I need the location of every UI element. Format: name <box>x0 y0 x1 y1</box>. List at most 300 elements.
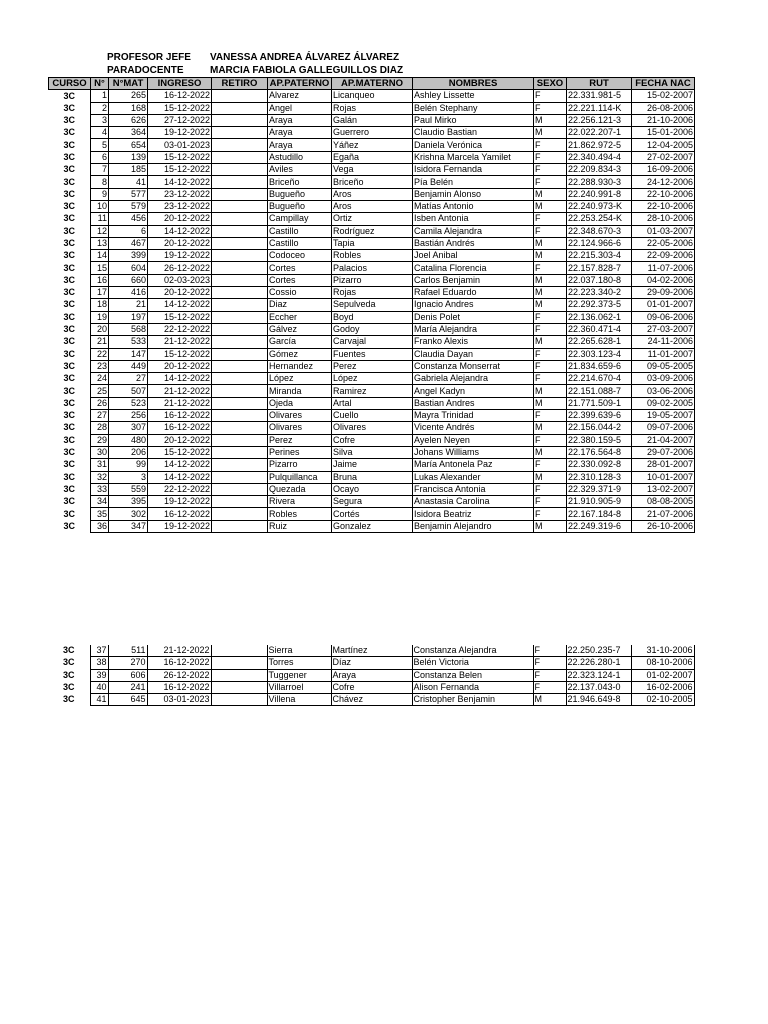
cell-fecha-nac: 04-02-2006 <box>632 274 695 286</box>
cell-ap-materno: Cortés <box>332 508 413 520</box>
cell-ingreso: 15-12-2022 <box>148 164 212 176</box>
cell-nombres: Belén Stephany <box>413 102 534 114</box>
column-header-nmat: N°MAT <box>109 78 148 90</box>
cell-ap-materno: Boyd <box>332 311 413 323</box>
cell-rut: 22.265.628-1 <box>567 336 632 348</box>
cell-rut: 22.167.184-8 <box>567 508 632 520</box>
cell-rut: 22.124.966-6 <box>567 237 632 249</box>
cell-retiro <box>211 669 267 681</box>
column-header-retiro: RETIRO <box>212 78 268 90</box>
cell-retiro <box>212 114 268 126</box>
cell-fecha-nac: 13-02-2007 <box>632 483 695 495</box>
cell-num: 7 <box>91 164 109 176</box>
cell-ap-paterno: Quezada <box>268 483 332 495</box>
cell-curso: 3C <box>49 311 91 323</box>
cell-sexo: F <box>534 410 567 422</box>
cell-nombres: Benjamin Alonso <box>413 188 534 200</box>
cell-nmat: 256 <box>109 410 148 422</box>
cell-ap-paterno: Araya <box>268 127 332 139</box>
cell-ap-materno: Perez <box>332 360 413 372</box>
cell-num: 34 <box>91 496 109 508</box>
cell-ap-paterno: Olivares <box>268 410 332 422</box>
cell-ingreso: 15-12-2022 <box>148 102 212 114</box>
cell-curso: 3C <box>48 694 90 706</box>
table-row <box>49 127 695 139</box>
cell-ingreso: 22-12-2022 <box>148 483 212 495</box>
cell-ap-paterno: Miranda <box>268 385 332 397</box>
cell-num: 18 <box>91 299 109 311</box>
cell-num: 6 <box>91 151 109 163</box>
cell-curso: 3C <box>49 176 91 188</box>
cell-nombres: Rafael Eduardo <box>413 287 534 299</box>
cell-curso: 3C <box>49 299 91 311</box>
cell-nmat: 568 <box>109 323 148 335</box>
table-row <box>48 681 694 693</box>
cell-rut: 22.380.159-5 <box>567 434 632 446</box>
cell-nmat: 654 <box>109 139 148 151</box>
cell-nombres: Anastasia Carolina <box>413 496 534 508</box>
cell-rut: 22.399.639-6 <box>567 410 632 422</box>
cell-num: 17 <box>91 287 109 299</box>
cell-nombres: Daniela Verónica <box>413 139 534 151</box>
cell-curso: 3C <box>49 520 91 532</box>
cell-rut: 22.037.180-8 <box>567 274 632 286</box>
cell-ap-materno: Ramirez <box>332 385 413 397</box>
cell-num: 22 <box>91 348 109 360</box>
cell-retiro <box>212 213 268 225</box>
cell-ap-materno: Aros <box>332 200 413 212</box>
cell-num: 3 <box>91 114 109 126</box>
cell-ap-paterno: Gómez <box>268 348 332 360</box>
cell-retiro <box>212 471 268 483</box>
cell-ingreso: 26-12-2022 <box>148 262 212 274</box>
column-header-ap-paterno: AP.PATERNO <box>268 78 332 90</box>
table-row <box>49 237 695 249</box>
cell-fecha-nac: 26-10-2006 <box>632 520 695 532</box>
cell-sexo: M <box>534 127 567 139</box>
cell-nmat: 416 <box>109 287 148 299</box>
cell-nmat: 185 <box>109 164 148 176</box>
cell-retiro <box>212 323 268 335</box>
cell-sexo: M <box>534 446 567 458</box>
cell-curso: 3C <box>49 422 91 434</box>
cell-ap-materno: Gonzalez <box>332 520 413 532</box>
table-row <box>49 385 695 397</box>
table-row <box>49 250 695 262</box>
cell-fecha-nac: 22-05-2006 <box>632 237 695 249</box>
cell-ap-paterno: Robles <box>268 508 332 520</box>
profesor-jefe-name: VANESSA ANDREA ÁLVAREZ ÁLVAREZ <box>210 52 400 63</box>
cell-ingreso: 14-12-2022 <box>148 459 212 471</box>
cell-fecha-nac: 19-05-2007 <box>632 410 695 422</box>
cell-sexo: F <box>533 669 566 681</box>
cell-nombres: Camila Alejandra <box>413 225 534 237</box>
cell-retiro <box>212 446 268 458</box>
cell-ingreso: 19-12-2022 <box>148 496 212 508</box>
cell-num: 21 <box>91 336 109 348</box>
cell-nombres: Isidora Beatriz <box>413 508 534 520</box>
table-row <box>49 336 695 348</box>
cell-fecha-nac: 08-08-2005 <box>632 496 695 508</box>
cell-retiro <box>212 360 268 372</box>
cell-fecha-nac: 12-04-2005 <box>632 139 695 151</box>
cell-nombres: Mayra Trinidad <box>413 410 534 422</box>
cell-nmat: 241 <box>108 681 147 693</box>
cell-ingreso: 16-12-2022 <box>148 508 212 520</box>
table-header-row <box>49 78 695 90</box>
cell-ap-paterno: Cossio <box>268 287 332 299</box>
table-row <box>49 262 695 274</box>
cell-ingreso: 23-12-2022 <box>148 200 212 212</box>
cell-nombres: María Alejandra <box>413 323 534 335</box>
cell-rut: 22.136.062-1 <box>567 311 632 323</box>
cell-ap-paterno: Hernandez <box>268 360 332 372</box>
cell-num: 30 <box>91 446 109 458</box>
cell-rut: 22.176.564-8 <box>567 446 632 458</box>
cell-ap-materno: Martínez <box>331 645 412 657</box>
cell-nmat: 579 <box>109 200 148 212</box>
cell-num: 32 <box>91 471 109 483</box>
cell-curso: 3C <box>48 657 90 669</box>
cell-sexo: M <box>534 237 567 249</box>
cell-ingreso: 22-12-2022 <box>148 323 212 335</box>
cell-rut: 22.240.973-K <box>567 200 632 212</box>
table-row <box>49 434 695 446</box>
cell-ap-materno: Cofre <box>331 681 412 693</box>
cell-sexo: F <box>534 213 567 225</box>
cell-ap-materno: Olivares <box>332 422 413 434</box>
cell-sexo: M <box>534 385 567 397</box>
cell-nombres: Cristopher Benjamin <box>412 694 533 706</box>
cell-rut: 22.331.981-5 <box>567 90 632 102</box>
cell-ap-materno: Vega <box>332 164 413 176</box>
cell-retiro <box>212 373 268 385</box>
cell-fecha-nac: 09-05-2005 <box>632 360 695 372</box>
cell-curso: 3C <box>49 262 91 274</box>
cell-rut: 21.946.649-8 <box>566 694 631 706</box>
cell-ap-paterno: Aviles <box>268 164 332 176</box>
cell-curso: 3C <box>49 225 91 237</box>
table-row <box>49 373 695 385</box>
cell-nombres: Claudia Dayan <box>413 348 534 360</box>
cell-rut: 22.249.319-6 <box>567 520 632 532</box>
cell-sexo: F <box>534 139 567 151</box>
cell-fecha-nac: 26-08-2006 <box>632 102 695 114</box>
cell-curso: 3C <box>48 681 90 693</box>
cell-sexo: F <box>533 681 566 693</box>
cell-num: 8 <box>91 176 109 188</box>
cell-retiro <box>212 237 268 249</box>
table-row <box>49 397 695 409</box>
cell-nmat: 99 <box>109 459 148 471</box>
cell-sexo: F <box>534 483 567 495</box>
cell-ap-paterno: Araya <box>268 114 332 126</box>
column-header-rut: RUT <box>567 78 632 90</box>
cell-ap-paterno: Villena <box>267 694 331 706</box>
cell-nmat: 480 <box>109 434 148 446</box>
cell-ap-materno: Briceño <box>332 176 413 188</box>
cell-retiro <box>212 102 268 114</box>
cell-nmat: 270 <box>108 657 147 669</box>
cell-rut: 22.240.991-8 <box>567 188 632 200</box>
cell-ap-paterno: López <box>268 373 332 385</box>
cell-fecha-nac: 29-07-2006 <box>632 446 695 458</box>
cell-sexo: F <box>533 657 566 669</box>
cell-ap-materno: Aros <box>332 188 413 200</box>
cell-fecha-nac: 21-07-2006 <box>632 508 695 520</box>
cell-retiro <box>211 681 267 693</box>
cell-ingreso: 14-12-2022 <box>148 373 212 385</box>
cell-nmat: 395 <box>109 496 148 508</box>
cell-num: 41 <box>90 694 108 706</box>
cell-ingreso: 20-12-2022 <box>148 287 212 299</box>
cell-retiro <box>212 311 268 323</box>
cell-sexo: F <box>534 176 567 188</box>
cell-fecha-nac: 01-02-2007 <box>631 669 694 681</box>
cell-retiro <box>212 200 268 212</box>
cell-retiro <box>212 434 268 446</box>
cell-rut: 22.157.828-7 <box>567 262 632 274</box>
cell-nmat: 206 <box>109 446 148 458</box>
cell-ap-materno: Guerrero <box>332 127 413 139</box>
cell-num: 28 <box>91 422 109 434</box>
cell-fecha-nac: 01-03-2007 <box>632 225 695 237</box>
student-table-main <box>48 77 695 533</box>
cell-curso: 3C <box>49 200 91 212</box>
cell-retiro <box>212 459 268 471</box>
cell-curso: 3C <box>49 483 91 495</box>
cell-ingreso: 19-12-2022 <box>148 127 212 139</box>
cell-num: 14 <box>91 250 109 262</box>
table-row <box>48 657 694 669</box>
cell-sexo: F <box>533 645 566 657</box>
cell-ingreso: 02-03-2023 <box>148 274 212 286</box>
cell-rut: 22.214.670-4 <box>567 373 632 385</box>
cell-curso: 3C <box>49 397 91 409</box>
table-row <box>49 299 695 311</box>
cell-nombres: Benjamin Alejandro <box>413 520 534 532</box>
cell-sexo: F <box>534 102 567 114</box>
cell-ingreso: 16-12-2022 <box>147 657 211 669</box>
cell-ingreso: 14-12-2022 <box>148 299 212 311</box>
cell-retiro <box>212 385 268 397</box>
cell-nmat: 559 <box>109 483 148 495</box>
cell-nombres: Constanza Belen <box>412 669 533 681</box>
cell-nmat: 307 <box>109 422 148 434</box>
cell-retiro <box>211 657 267 669</box>
cell-retiro <box>212 348 268 360</box>
cell-fecha-nac: 11-01-2007 <box>632 348 695 360</box>
cell-nmat: 626 <box>109 114 148 126</box>
cell-rut: 22.253.254-K <box>567 213 632 225</box>
cell-curso: 3C <box>49 496 91 508</box>
cell-sexo: F <box>534 348 567 360</box>
cell-rut: 22.226.280-1 <box>566 657 631 669</box>
cell-num: 37 <box>90 645 108 657</box>
cell-ap-paterno: Castillo <box>268 225 332 237</box>
cell-rut: 22.348.670-3 <box>567 225 632 237</box>
cell-nombres: Pía Belén <box>413 176 534 188</box>
cell-nmat: 399 <box>109 250 148 262</box>
cell-retiro <box>212 274 268 286</box>
cell-num: 23 <box>91 360 109 372</box>
cell-fecha-nac: 09-02-2005 <box>632 397 695 409</box>
cell-curso: 3C <box>49 188 91 200</box>
cell-nombres: Bastian Andres <box>413 397 534 409</box>
cell-nombres: Isben Antonia <box>413 213 534 225</box>
cell-rut: 22.221.114-K <box>567 102 632 114</box>
cell-nmat: 645 <box>108 694 147 706</box>
cell-sexo: M <box>534 471 567 483</box>
cell-nombres: Gabriela Alejandra <box>413 373 534 385</box>
cell-nmat: 507 <box>109 385 148 397</box>
cell-ap-paterno: Eccher <box>268 311 332 323</box>
cell-sexo: M <box>534 114 567 126</box>
cell-rut: 21.862.972-5 <box>567 139 632 151</box>
cell-fecha-nac: 11-07-2006 <box>632 262 695 274</box>
cell-ap-paterno: Rivera <box>268 496 332 508</box>
cell-nmat: 139 <box>109 151 148 163</box>
cell-ingreso: 20-12-2022 <box>148 213 212 225</box>
cell-nmat: 364 <box>109 127 148 139</box>
cell-nmat: 577 <box>109 188 148 200</box>
cell-ap-materno: Rojas <box>332 287 413 299</box>
cell-num: 39 <box>90 669 108 681</box>
table-row <box>49 225 695 237</box>
cell-num: 24 <box>91 373 109 385</box>
cell-ingreso: 14-12-2022 <box>148 176 212 188</box>
column-header-fecha-nac: FECHA NAC <box>632 78 695 90</box>
cell-ap-paterno: Sierra <box>267 645 331 657</box>
cell-rut: 22.250.235-7 <box>566 645 631 657</box>
table-row <box>48 694 694 706</box>
cell-rut: 22.360.471-4 <box>567 323 632 335</box>
cell-curso: 3C <box>49 410 91 422</box>
cell-fecha-nac: 03-06-2006 <box>632 385 695 397</box>
cell-nombres: María Antonela Paz <box>413 459 534 471</box>
column-header-nombres: NOMBRES <box>413 78 534 90</box>
table-row <box>49 348 695 360</box>
cell-ingreso: 16-12-2022 <box>148 422 212 434</box>
cell-ingreso: 20-12-2022 <box>148 237 212 249</box>
cell-ingreso: 19-12-2022 <box>148 250 212 262</box>
cell-rut: 21.834.659-6 <box>567 360 632 372</box>
cell-curso: 3C <box>49 471 91 483</box>
table-row <box>49 287 695 299</box>
cell-nmat: 21 <box>109 299 148 311</box>
cell-nombres: Denis Polet <box>413 311 534 323</box>
cell-nmat: 41 <box>109 176 148 188</box>
cell-ap-paterno: García <box>268 336 332 348</box>
cell-nombres: Johans Williams <box>413 446 534 458</box>
cell-curso: 3C <box>49 127 91 139</box>
cell-nmat: 347 <box>109 520 148 532</box>
cell-ap-materno: Palacios <box>332 262 413 274</box>
cell-ap-paterno: Araya <box>268 139 332 151</box>
table-row <box>49 274 695 286</box>
cell-num: 38 <box>90 657 108 669</box>
cell-ap-materno: Tapia <box>332 237 413 249</box>
table-row <box>49 114 695 126</box>
cell-rut: 22.215.303-4 <box>567 250 632 262</box>
cell-ingreso: 21-12-2022 <box>147 645 211 657</box>
paradocente-name: MARCIA FABIOLA GALLEGUILLOS DIAZ <box>210 65 404 76</box>
cell-rut: 22.256.121-3 <box>567 114 632 126</box>
cell-ap-materno: Cofre <box>332 434 413 446</box>
cell-ap-paterno: Diaz <box>268 299 332 311</box>
cell-curso: 3C <box>48 669 90 681</box>
cell-ap-materno: Rodríguez <box>332 225 413 237</box>
cell-retiro <box>212 483 268 495</box>
table-row <box>49 164 695 176</box>
cell-sexo: F <box>534 262 567 274</box>
cell-nmat: 660 <box>109 274 148 286</box>
cell-sexo: M <box>534 274 567 286</box>
cell-ingreso: 15-12-2022 <box>148 151 212 163</box>
cell-ap-paterno: Codoceo <box>268 250 332 262</box>
cell-curso: 3C <box>49 114 91 126</box>
cell-fecha-nac: 16-09-2006 <box>632 164 695 176</box>
cell-sexo: F <box>534 90 567 102</box>
cell-nmat: 6 <box>109 225 148 237</box>
cell-ingreso: 20-12-2022 <box>148 434 212 446</box>
cell-fecha-nac: 10-01-2007 <box>632 471 695 483</box>
cell-ap-paterno: Bugueño <box>268 188 332 200</box>
cell-fecha-nac: 02-10-2005 <box>631 694 694 706</box>
cell-num: 1 <box>91 90 109 102</box>
cell-nombres: Catalina Florencia <box>413 262 534 274</box>
cell-nombres: Ayelen Neyen <box>413 434 534 446</box>
cell-fecha-nac: 15-01-2006 <box>632 127 695 139</box>
cell-rut: 22.310.128-3 <box>567 471 632 483</box>
table-row <box>49 520 695 532</box>
cell-ap-materno: Carvajal <box>332 336 413 348</box>
cell-ap-materno: López <box>332 373 413 385</box>
cell-num: 25 <box>91 385 109 397</box>
table-row <box>49 176 695 188</box>
cell-ap-materno: Ocayo <box>332 483 413 495</box>
cell-ingreso: 21-12-2022 <box>148 397 212 409</box>
cell-rut: 22.022.207-1 <box>567 127 632 139</box>
cell-ap-materno: Artal <box>332 397 413 409</box>
cell-nombres: Constanza Alejandra <box>412 645 533 657</box>
cell-ap-materno: Egaña <box>332 151 413 163</box>
cell-nmat: 604 <box>109 262 148 274</box>
cell-ap-paterno: Torres <box>267 657 331 669</box>
cell-ap-materno: Chávez <box>331 694 412 706</box>
cell-curso: 3C <box>49 102 91 114</box>
cell-retiro <box>212 262 268 274</box>
cell-nombres: Angel Kadyn <box>413 385 534 397</box>
cell-sexo: M <box>534 200 567 212</box>
cell-nmat: 511 <box>108 645 147 657</box>
cell-nombres: Bastián Andrés <box>413 237 534 249</box>
table-row <box>49 200 695 212</box>
cell-num: 35 <box>91 508 109 520</box>
cell-nombres: Carlos Benjamin <box>413 274 534 286</box>
cell-fecha-nac: 01-01-2007 <box>632 299 695 311</box>
cell-retiro <box>212 508 268 520</box>
column-header-ingreso: INGRESO <box>148 78 212 90</box>
cell-retiro <box>212 139 268 151</box>
cell-ingreso: 21-12-2022 <box>148 385 212 397</box>
cell-ap-materno: Cuello <box>332 410 413 422</box>
cell-rut: 22.340.494-4 <box>567 151 632 163</box>
cell-sexo: M <box>534 250 567 262</box>
table-row <box>49 139 695 151</box>
cell-nombres: Franko Alexis <box>413 336 534 348</box>
cell-curso: 3C <box>49 434 91 446</box>
